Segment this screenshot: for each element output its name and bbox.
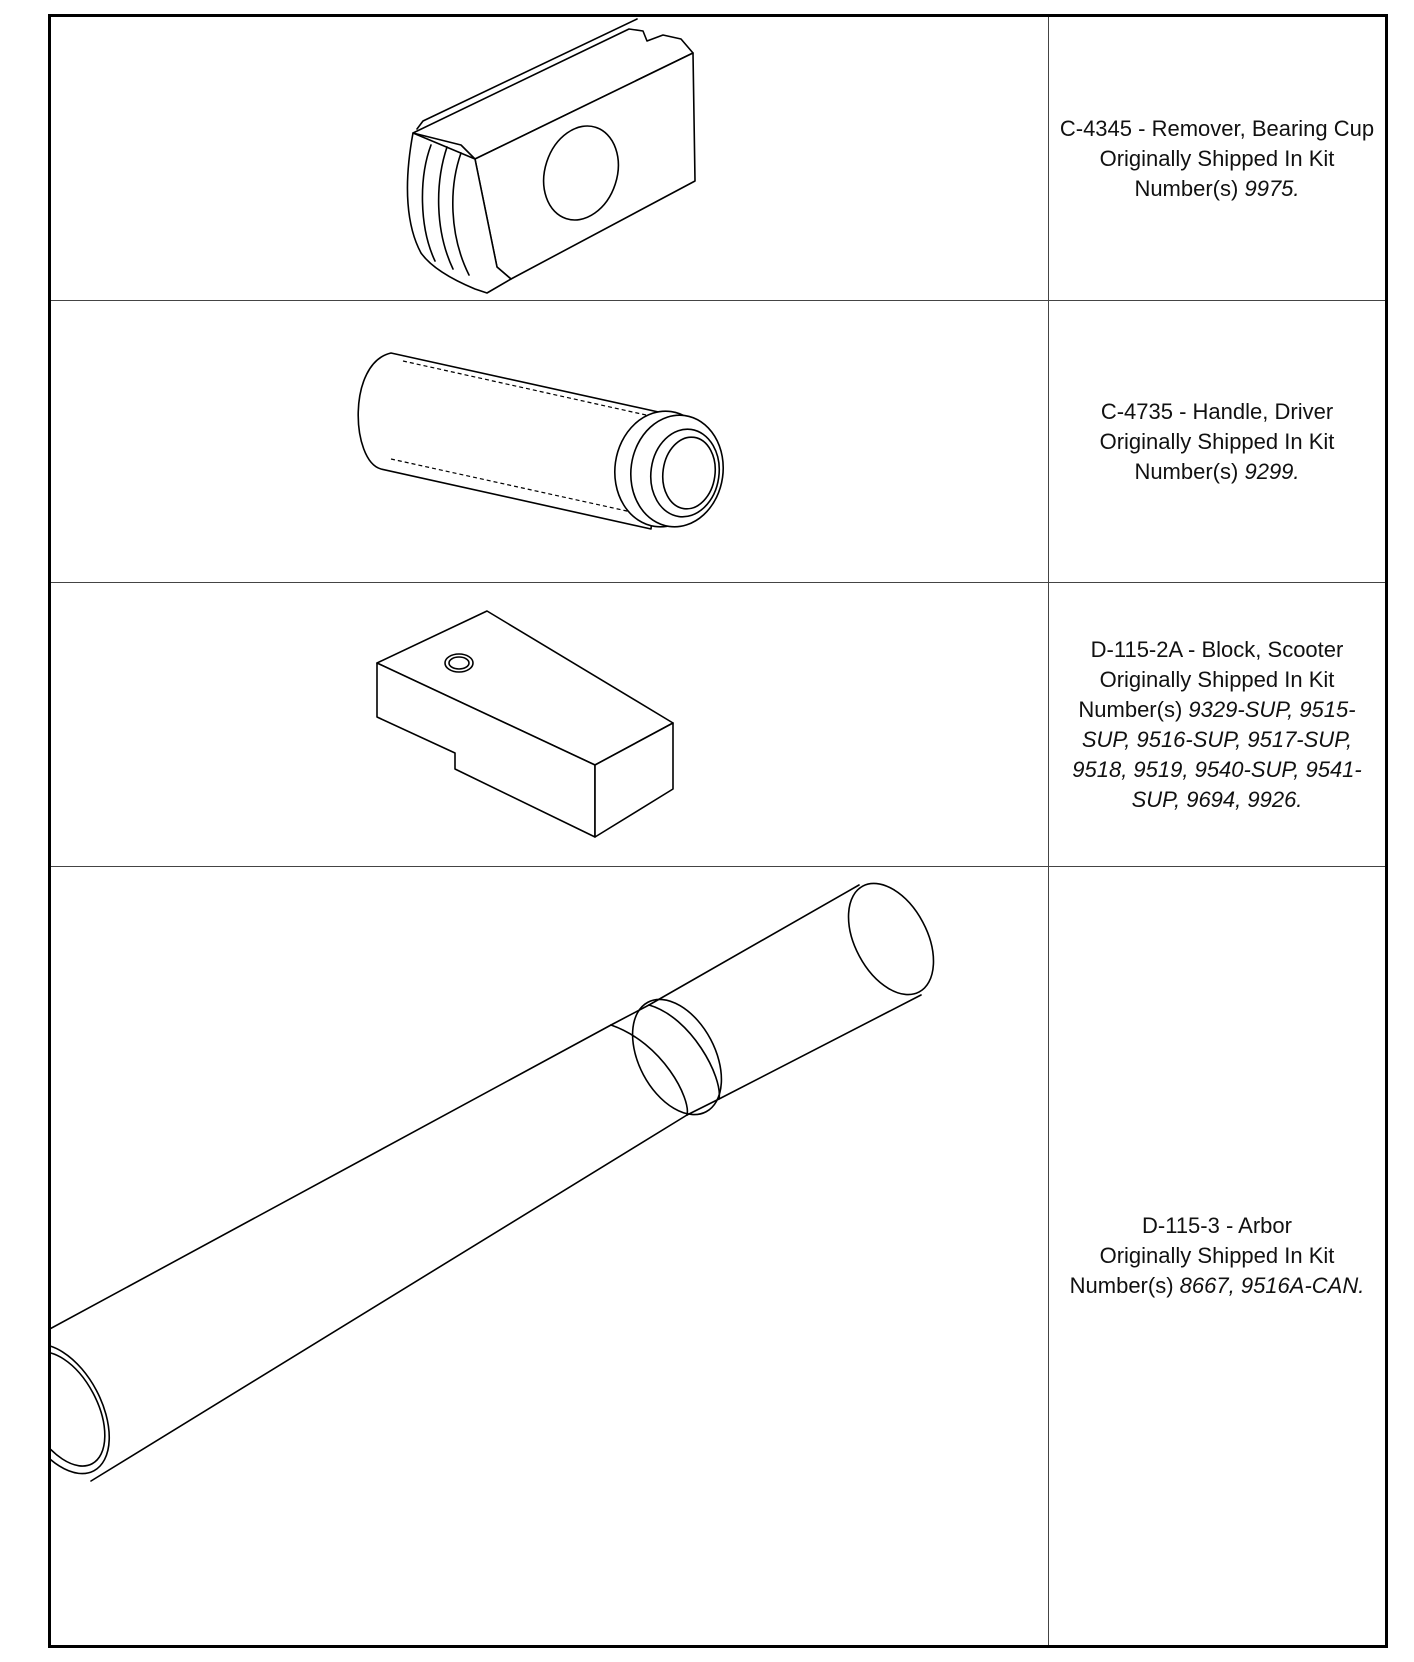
kit-list: 8667, 9516A-CAN. — [1179, 1273, 1365, 1298]
tool-description — [1049, 635, 1385, 815]
shipped-label: Originally Shipped In Kit — [1099, 666, 1335, 692]
kit-list: 9299. — [1244, 458, 1300, 484]
tool-illustration-cell — [51, 301, 1049, 582]
tool-description-cell — [1049, 583, 1385, 866]
tool-description-cell — [1049, 301, 1385, 582]
tool-description-cell — [1049, 17, 1385, 300]
tool-illustration-cell — [51, 583, 1049, 866]
numbers-label: Number(s) — [1078, 696, 1183, 722]
shipped-label: Originally Shipped In Kit — [1099, 145, 1335, 171]
shipped-label: Originally Shipped In Kit — [1099, 428, 1335, 454]
numbers-label: Number(s) — [1134, 458, 1239, 484]
kit-numbers — [1057, 695, 1377, 815]
numbers-label: Number(s) — [1069, 1273, 1174, 1298]
tools-table — [48, 14, 1388, 1648]
tool-illustration-cell — [51, 867, 1049, 1645]
tool-description — [1052, 114, 1382, 204]
table-row — [51, 301, 1385, 583]
tool-description-cell — [1049, 867, 1385, 1645]
bearing-cup-remover-drawing — [51, 17, 1049, 301]
table-row — [51, 17, 1385, 301]
arbor-drawing — [51, 867, 1049, 1645]
tool-illustration-cell — [51, 17, 1049, 300]
kit-numbers — [1070, 1271, 1365, 1301]
kit-list: 9329-SUP, 9515-SUP, 9516-SUP, 9517-SUP, 9518, 9519, 9540-SUP, 9541-SUP, 9694, 9926. — [1072, 696, 1362, 812]
tool-id-name: D-115-2A - Block, Scooter — [1090, 636, 1344, 662]
scooter-block-drawing — [51, 583, 1049, 867]
driver-handle-drawing — [51, 301, 1049, 583]
tool-description — [1062, 1211, 1373, 1301]
table-row — [51, 583, 1385, 867]
numbers-label: Number(s) — [1134, 175, 1239, 201]
tool-description — [1092, 397, 1343, 487]
kit-list: 9975. — [1244, 175, 1300, 201]
shipped-label: Originally Shipped In Kit — [1099, 1243, 1335, 1268]
tool-id-name: C-4345 - Remover, Bearing Cup — [1059, 115, 1375, 141]
kit-numbers — [1100, 457, 1335, 487]
tool-id-name: D-115-3 - Arbor — [1142, 1213, 1292, 1238]
table-row — [51, 867, 1385, 1645]
tool-id-name: C-4735 - Handle, Driver — [1100, 398, 1334, 424]
kit-numbers — [1060, 174, 1374, 204]
